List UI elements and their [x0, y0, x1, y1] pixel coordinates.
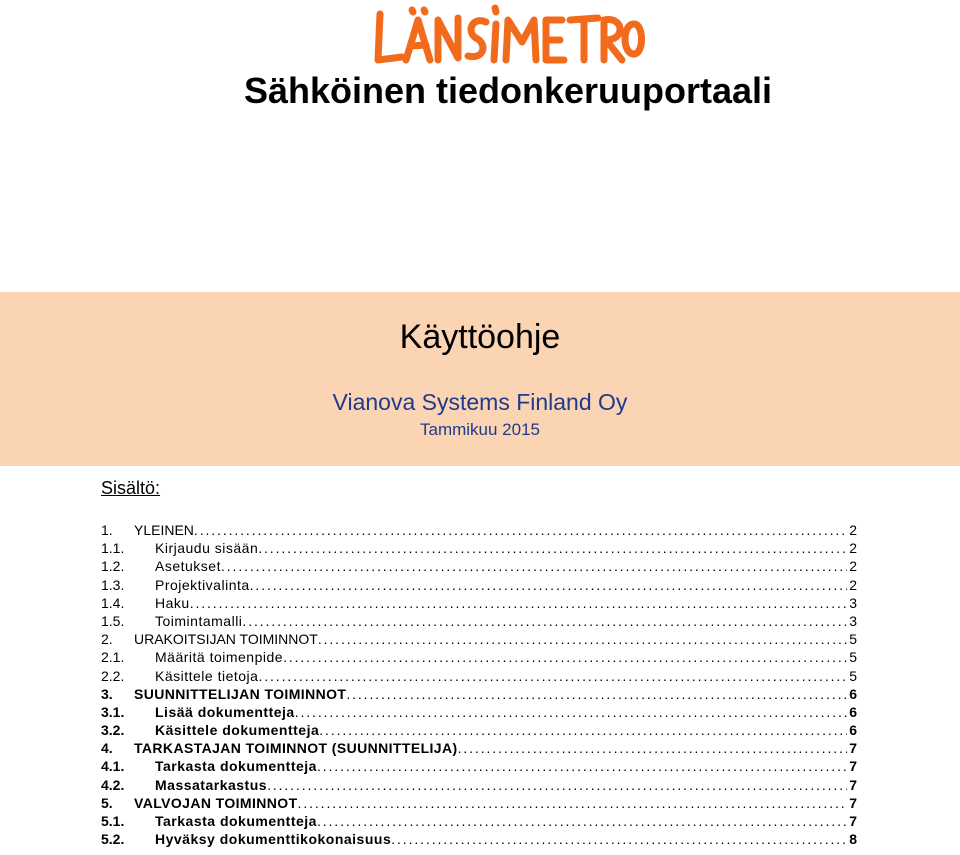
toc-entry-title: Kirjaudu sisään	[155, 540, 259, 557]
toc-entry-page-number: 7	[849, 813, 857, 829]
toc-entry-page-number: 6	[849, 722, 857, 739]
toc-entry-title: Toimintamalli	[155, 612, 243, 629]
toc-entry-leader-line	[134, 739, 857, 757]
toc-entry-number: 4.1.	[101, 758, 125, 775]
toc-entry-number: 4.2.	[101, 776, 125, 793]
toc-entry-page-number: 2	[849, 522, 857, 538]
toc-entry-title: Haku	[155, 594, 190, 611]
toc-entry-page-number: 6	[849, 703, 857, 720]
toc-entry-number: 1.	[101, 522, 113, 538]
page-title: Sähköinen tiedonkeruuportaali	[243, 70, 773, 111]
toc-entry-title: TARKASTAJAN TOIMINNOT (SUUNNITTELIJA)	[134, 740, 458, 757]
toc-entry-title: VALVOJAN TOIMINNOT	[134, 794, 298, 811]
toc-entry[interactable]	[101, 794, 857, 812]
toc-entry-page-number: 8	[849, 831, 857, 848]
toc-entry[interactable]	[101, 612, 857, 630]
toc-entry-leader-line	[155, 776, 857, 794]
toc-entry-leader-line	[155, 703, 857, 721]
toc-entry-leader-line	[155, 648, 857, 666]
lansimetro-logo-mark	[372, 2, 647, 68]
toc-heading: Sisältö:	[101, 478, 161, 498]
toc-entry[interactable]	[101, 830, 857, 848]
toc-entry-page-number: 5	[849, 649, 857, 666]
toc-entry-dot-leader	[298, 794, 848, 812]
toc-entry-page-number: 7	[849, 740, 857, 757]
toc-entry-title: Tarkasta dokumentteja	[155, 758, 317, 775]
toc-entry-dot-leader	[391, 830, 847, 848]
toc-entry[interactable]	[101, 630, 857, 648]
toc-entry-title: SUUNNITTELIJAN TOIMINNOT	[134, 685, 347, 702]
toc-entry-page-number: 3	[849, 612, 857, 629]
toc-entry-number: 2.2.	[101, 667, 125, 684]
toc-entry-leader-line	[155, 576, 857, 594]
toc-entry-leader-line	[155, 612, 857, 630]
toc-entry-leader-line	[155, 757, 857, 775]
toc-entry-dot-leader	[318, 630, 847, 648]
toc-entry-leader-line	[155, 539, 857, 557]
toc-entry-number: 2.1.	[101, 649, 125, 666]
toc-entry-page-number: 5	[849, 667, 857, 684]
toc-entry-number: 1.1.	[101, 540, 125, 557]
toc-entry-dot-leader	[250, 576, 848, 594]
toc-entry-page-number: 2	[849, 576, 857, 593]
toc-entry-page-number: 3	[849, 594, 857, 611]
toc-entry-dot-leader	[346, 685, 847, 703]
cover-band	[0, 292, 960, 466]
table-of-contents	[101, 521, 857, 848]
toc-entry-number: 1.3.	[101, 576, 125, 593]
toc-entry-dot-leader	[458, 739, 848, 757]
toc-entry-number: 1.5.	[101, 612, 125, 629]
toc-entry[interactable]	[101, 667, 857, 685]
toc-entry-leader-line	[155, 667, 857, 685]
toc-entry-dot-leader	[190, 594, 848, 612]
toc-entry-title: Tarkasta dokumentteja	[155, 813, 317, 829]
toc-entry[interactable]	[101, 721, 857, 739]
lansimetro-logo	[372, 2, 647, 68]
toc-entry[interactable]	[101, 757, 857, 775]
toc-entry[interactable]	[101, 776, 857, 794]
toc-entry-page-number: 2	[849, 558, 857, 575]
toc-entry-number: 5.2.	[101, 831, 125, 848]
toc-entry[interactable]	[101, 703, 857, 721]
toc-entry-leader-line	[155, 557, 857, 575]
toc-entry-title: Projektivalinta	[155, 576, 250, 593]
toc-entry-page-number: 6	[849, 685, 857, 702]
toc-entry-dot-leader	[258, 539, 847, 557]
toc-entry-page-number: 7	[849, 758, 857, 775]
toc-entry-title: Määritä toimenpide	[155, 649, 284, 666]
toc-entry-leader-line	[134, 794, 857, 812]
toc-entry-number: 4.	[101, 740, 113, 757]
toc-entry-page-number: 5	[849, 631, 857, 648]
toc-entry-dot-leader	[317, 812, 847, 830]
toc-entry-title: YLEINEN	[134, 522, 194, 538]
toc-entry-dot-leader	[258, 667, 847, 685]
toc-entry-dot-leader	[221, 557, 847, 575]
toc-entry-title: URAKOITSIJAN TOIMINNOT	[134, 631, 318, 648]
toc-entry[interactable]	[101, 812, 857, 830]
toc-entry-dot-leader	[295, 703, 848, 721]
toc-entry-leader-line	[155, 594, 857, 612]
toc-entry-title: Käsittele dokumentteja	[155, 722, 320, 739]
toc-entry-title: Lisää dokumentteja	[155, 703, 295, 720]
toc-entry-dot-leader	[194, 521, 847, 539]
toc-entry-dot-leader	[283, 648, 847, 666]
toc-entry-leader-line	[155, 812, 857, 830]
toc-entry-leader-line	[134, 521, 857, 539]
toc-entry-dot-leader	[317, 757, 847, 775]
toc-entry-number: 1.4.	[101, 594, 125, 611]
toc-entry[interactable]	[101, 539, 857, 557]
toc-entry-leader-line	[155, 830, 857, 848]
toc-entry[interactable]	[101, 739, 857, 757]
toc-entry-title: Hyväksy dokumenttikokonaisuus	[155, 831, 392, 848]
toc-entry[interactable]	[101, 594, 857, 612]
toc-entry-number: 2.	[101, 631, 113, 648]
toc-entry-number: 3.	[101, 685, 113, 702]
toc-entry-dot-leader	[267, 776, 847, 794]
toc-entry-number: 5.1.	[101, 813, 125, 829]
toc-entry-leader-line	[134, 685, 857, 703]
toc-entry-dot-leader	[242, 612, 847, 630]
toc-entry-number: 3.2.	[101, 722, 125, 739]
toc-entry-leader-line	[134, 630, 857, 648]
toc-entry-page-number: 7	[849, 794, 857, 811]
toc-entry[interactable]	[101, 685, 857, 703]
toc-entry-title: Käsittele tietoja	[155, 667, 259, 684]
toc-entry-number: 1.2.	[101, 558, 125, 575]
toc-entry-number: 5.	[101, 794, 113, 811]
toc-entry-page-number: 7	[849, 776, 857, 793]
toc-entry-title: Asetukset	[155, 558, 221, 575]
toc-entry-leader-line	[155, 721, 857, 739]
toc-entry[interactable]	[101, 648, 857, 666]
toc-entry-number: 3.1.	[101, 703, 125, 720]
document-date: Tammikuu 2015	[419, 420, 540, 439]
toc-entry[interactable]	[101, 521, 857, 539]
toc-entry-dot-leader	[319, 721, 847, 739]
document-type: Käyttöohje	[399, 318, 561, 356]
toc-entry[interactable]	[101, 557, 857, 575]
toc-entry[interactable]	[101, 576, 857, 594]
toc-entry-title: Massatarkastus	[155, 776, 268, 793]
toc-entry-page-number: 2	[849, 540, 857, 557]
company-name: Vianova Systems Finland Oy	[332, 389, 628, 415]
